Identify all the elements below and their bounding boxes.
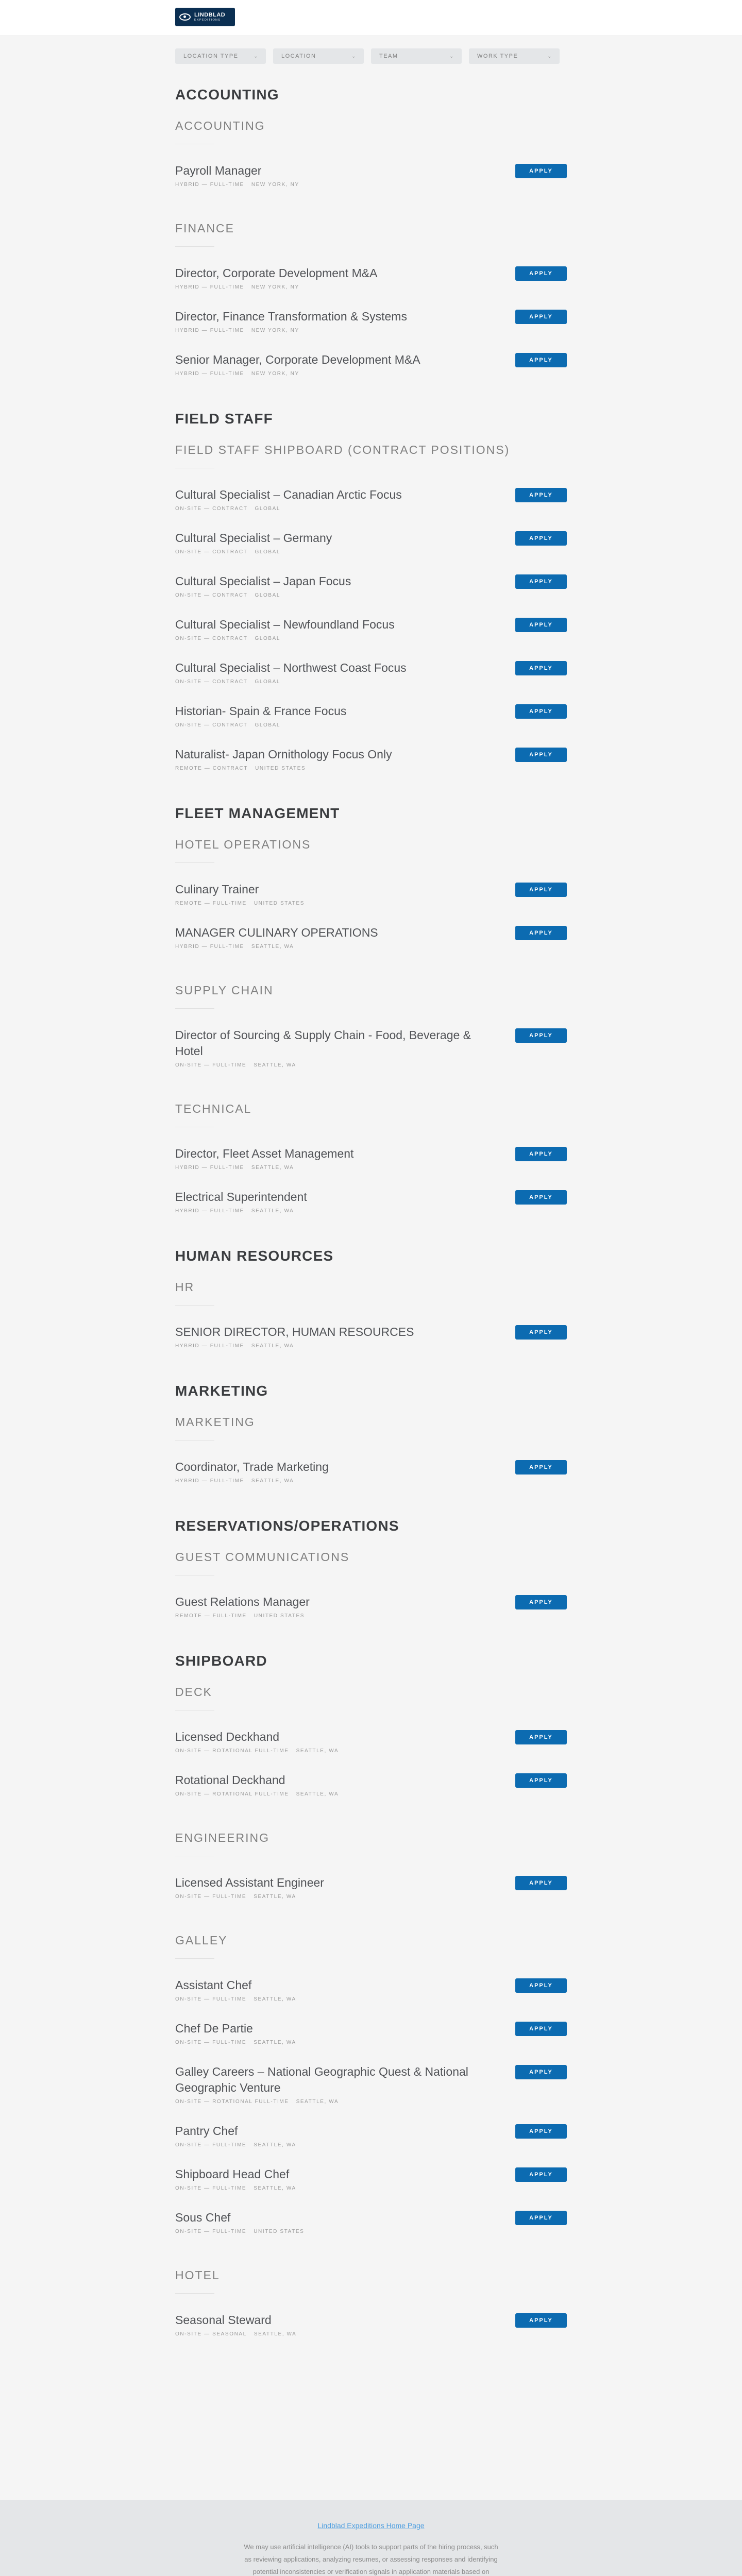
job-title[interactable]: Pantry Chef: [175, 2124, 238, 2138]
job-work-type: ON-SITE — FULL-TIME: [175, 1996, 247, 2003]
job-meta: [175, 1208, 567, 1214]
team-heading: HR: [175, 1280, 195, 1294]
job-work-type: ON-SITE — ROTATIONAL FULL-TIME: [175, 2099, 289, 2105]
job-work-type: ON-SITE — CONTRACT: [175, 592, 248, 599]
job-location: UNITED STATES: [254, 901, 305, 907]
apply-button[interactable]: APPLY: [515, 2211, 567, 2225]
job-posting[interactable]: [175, 2312, 567, 2337]
team-heading: FIELD STAFF SHIPBOARD (CONTRACT POSITIONS): [175, 443, 510, 456]
job-location: SEATTLE, WA: [254, 2185, 296, 2192]
job-meta: [175, 901, 567, 906]
job-location: SEATTLE, WA: [254, 1996, 296, 2003]
apply-button[interactable]: APPLY: [515, 310, 567, 324]
job-posting[interactable]: [175, 265, 567, 290]
job-meta: [175, 2331, 567, 2337]
job-posting[interactable]: [175, 2210, 567, 2234]
chevron-down-icon: ⌄: [449, 53, 454, 59]
apply-button[interactable]: APPLY: [515, 1190, 567, 1205]
job-posting[interactable]: [175, 1146, 567, 1171]
job-posting[interactable]: [175, 1594, 567, 1619]
job-title[interactable]: Sous Chef: [175, 2211, 231, 2224]
department-heading: ACCOUNTING: [175, 87, 279, 103]
job-posting[interactable]: [175, 747, 567, 771]
job-location: NEW YORK, NY: [251, 328, 299, 334]
job-title[interactable]: Culinary Trainer: [175, 883, 259, 896]
apply-button[interactable]: APPLY: [515, 926, 567, 940]
job-meta: [175, 549, 567, 555]
apply-button[interactable]: APPLY: [515, 1773, 567, 1788]
job-title[interactable]: Director, Finance Transformation & Systems: [175, 310, 407, 323]
job-work-type: ON-SITE — FULL-TIME: [175, 2142, 247, 2148]
job-meta: [175, 1062, 567, 1068]
footer: [0, 2500, 742, 2576]
job-location: UNITED STATES: [254, 2229, 305, 2235]
job-posting[interactable]: [175, 573, 567, 598]
job-title[interactable]: Electrical Superintendent: [175, 1190, 307, 1204]
job-location: GLOBAL: [255, 679, 281, 685]
job-title[interactable]: Chef De Partie: [175, 2022, 253, 2035]
job-meta: [175, 1791, 567, 1797]
job-title[interactable]: Director, Corporate Development M&A: [175, 266, 378, 280]
job-work-type: ON-SITE — ROTATIONAL FULL-TIME: [175, 1748, 289, 1754]
job-work-type: REMOTE — FULL-TIME: [175, 1613, 247, 1619]
job-title[interactable]: Naturalist- Japan Ornithology Focus Only: [175, 748, 392, 761]
job-title[interactable]: Licensed Deckhand: [175, 1730, 280, 1743]
department-heading: RESERVATIONS/OPERATIONS: [175, 1518, 399, 1534]
job-posting[interactable]: [175, 1189, 567, 1214]
job-work-type: ON-SITE — FULL-TIME: [175, 1894, 247, 1900]
job-location: SEATTLE, WA: [296, 1791, 339, 1798]
apply-button[interactable]: APPLY: [515, 488, 567, 502]
job-work-type: ON-SITE — CONTRACT: [175, 636, 248, 642]
job-meta: [175, 766, 567, 771]
job-title[interactable]: Licensed Assistant Engineer: [175, 1876, 324, 1889]
job-location: NEW YORK, NY: [251, 284, 299, 291]
job-location: GLOBAL: [255, 636, 281, 642]
job-location: SEATTLE, WA: [251, 1343, 294, 1349]
job-posting[interactable]: [175, 309, 567, 333]
job-location: SEATTLE, WA: [296, 2099, 339, 2105]
job-posting[interactable]: [175, 1977, 567, 2002]
job-meta: [175, 2040, 567, 2045]
job-meta: [175, 592, 567, 598]
job-posting[interactable]: [175, 617, 567, 641]
job-meta: [175, 371, 567, 377]
logo-line-1: LINDBLAD: [194, 11, 226, 18]
job-posting[interactable]: [175, 163, 567, 188]
apply-button[interactable]: APPLY: [515, 748, 567, 762]
apply-button[interactable]: APPLY: [515, 1147, 567, 1161]
job-title[interactable]: Seasonal Steward: [175, 2313, 272, 2327]
team-divider: [175, 246, 214, 247]
filter-work-type[interactable]: [469, 48, 560, 64]
eye-logo-icon: [179, 13, 191, 21]
team-heading: SUPPLY CHAIN: [175, 984, 274, 997]
job-posting[interactable]: [175, 703, 567, 728]
team-heading: HOTEL OPERATIONS: [175, 838, 311, 851]
job-title[interactable]: Guest Relations Manager: [175, 1595, 310, 1608]
apply-button[interactable]: APPLY: [515, 1595, 567, 1609]
job-work-type: HYBRID — FULL-TIME: [175, 371, 244, 377]
filter-bar: [175, 48, 560, 64]
job-meta: [175, 506, 567, 512]
job-title[interactable]: Cultural Specialist – Canadian Arctic Focus: [175, 488, 402, 501]
job-meta: [175, 1613, 567, 1619]
job-work-type: ON-SITE — CONTRACT: [175, 722, 248, 728]
job-location: SEATTLE, WA: [251, 1165, 294, 1171]
job-location: SEATTLE, WA: [251, 1208, 294, 1214]
job-work-type: HYBRID — FULL-TIME: [175, 1165, 244, 1171]
apply-button[interactable]: APPLY: [515, 704, 567, 719]
apply-button[interactable]: APPLY: [515, 2167, 567, 2182]
job-location: UNITED STATES: [255, 766, 306, 772]
department-heading: FIELD STAFF: [175, 411, 273, 427]
job-title[interactable]: Cultural Specialist – Japan Focus: [175, 574, 351, 588]
filter-location[interactable]: [273, 48, 364, 64]
apply-button[interactable]: APPLY: [515, 266, 567, 281]
job-posting[interactable]: [175, 1027, 567, 1068]
job-meta: [175, 2185, 567, 2191]
job-location: NEW YORK, NY: [251, 182, 299, 188]
job-posting[interactable]: [175, 2021, 567, 2045]
job-work-type: HYBRID — FULL-TIME: [175, 182, 244, 188]
filter-team[interactable]: [371, 48, 462, 64]
job-title[interactable]: Historian- Spain & France Focus: [175, 704, 347, 718]
job-title[interactable]: Payroll Manager: [175, 164, 262, 177]
job-meta: [175, 1343, 567, 1349]
job-location: GLOBAL: [255, 592, 281, 599]
job-posting[interactable]: [175, 1772, 567, 1797]
job-posting[interactable]: [175, 2064, 567, 2105]
department-heading: HUMAN RESOURCES: [175, 1248, 334, 1264]
job-posting[interactable]: [175, 487, 567, 512]
filter-label: TEAM: [379, 53, 398, 59]
job-posting[interactable]: [175, 2123, 567, 2148]
job-posting[interactable]: [175, 925, 567, 950]
job-meta: [175, 679, 567, 685]
job-meta: [175, 1165, 567, 1171]
job-meta: [175, 2142, 567, 2148]
job-location: SEATTLE, WA: [254, 1894, 296, 1900]
logo-line-2: EXPEDITIONS: [194, 18, 221, 22]
job-title[interactable]: MANAGER CULINARY OPERATIONS: [175, 926, 378, 939]
job-posting[interactable]: [175, 352, 567, 377]
job-meta: [175, 328, 567, 333]
apply-button[interactable]: APPLY: [515, 1325, 567, 1340]
team-heading: GUEST COMMUNICATIONS: [175, 1550, 350, 1564]
job-work-type: ON-SITE — FULL-TIME: [175, 2040, 247, 2046]
job-location: SEATTLE, WA: [254, 2142, 296, 2148]
job-work-type: ON-SITE — FULL-TIME: [175, 2229, 247, 2235]
job-work-type: ON-SITE — ROTATIONAL FULL-TIME: [175, 1791, 289, 1798]
job-title[interactable]: Director of Sourcing & Supply Chain - Food, Beverage & Hotel: [175, 1028, 471, 1058]
job-work-type: HYBRID — FULL-TIME: [175, 1208, 244, 1214]
job-title[interactable]: Senior Manager, Corporate Development M&A: [175, 353, 420, 366]
team-heading: ACCOUNTING: [175, 119, 265, 132]
home-page-link[interactable]: Lindblad Expeditions Home Page: [317, 2521, 425, 2530]
team-divider: [175, 1958, 214, 1959]
team-divider: [175, 862, 214, 863]
team-heading: MARKETING: [175, 1415, 255, 1429]
apply-button[interactable]: APPLY: [515, 618, 567, 632]
job-location: SEATTLE, WA: [254, 2331, 297, 2337]
department-heading: SHIPBOARD: [175, 1653, 267, 1669]
apply-button[interactable]: APPLY: [515, 531, 567, 546]
job-meta: [175, 182, 567, 188]
apply-button[interactable]: APPLY: [515, 2313, 567, 2328]
chevron-down-icon: ⌄: [254, 53, 259, 59]
job-title[interactable]: Cultural Specialist – Northwest Coast Focus: [175, 661, 407, 674]
team-heading: DECK: [175, 1685, 212, 1699]
job-posting[interactable]: [175, 2166, 567, 2191]
job-meta: [175, 2099, 567, 2105]
ai-notice: We may use artificial intelligence (AI) tools to support parts of the hiring process, such as reviewing applications, analyzing resumes, or assessing responses and identifying potential inconsistencies or verification signals in application materials based on: [244, 2543, 498, 2575]
job-location: UNITED STATES: [254, 1613, 305, 1619]
job-location: NEW YORK, NY: [251, 371, 299, 377]
job-meta: [175, 1996, 567, 2002]
job-work-type: REMOTE — FULL-TIME: [175, 901, 247, 907]
apply-button[interactable]: APPLY: [515, 2124, 567, 2139]
apply-button[interactable]: APPLY: [515, 574, 567, 589]
job-meta: [175, 636, 567, 641]
job-title[interactable]: Director, Fleet Asset Management: [175, 1147, 354, 1160]
apply-button[interactable]: APPLY: [515, 164, 567, 178]
job-work-type: HYBRID — FULL-TIME: [175, 1478, 244, 1484]
chevron-down-icon: ⌄: [547, 53, 552, 59]
apply-button[interactable]: APPLY: [515, 1978, 567, 1993]
team-heading: TECHNICAL: [175, 1102, 252, 1115]
job-work-type: HYBRID — FULL-TIME: [175, 328, 244, 334]
apply-button[interactable]: APPLY: [515, 1876, 567, 1890]
job-meta: [175, 2229, 567, 2234]
job-work-type: ON-SITE — FULL-TIME: [175, 1062, 247, 1069]
job-work-type: ON-SITE — SEASONAL: [175, 2331, 247, 2337]
company-logo[interactable]: [175, 8, 235, 26]
job-work-type: HYBRID — FULL-TIME: [175, 1343, 244, 1349]
team-divider: [175, 1008, 214, 1009]
team-heading: HOTEL: [175, 2268, 220, 2282]
job-location: GLOBAL: [255, 722, 281, 728]
team-heading: GALLEY: [175, 1934, 228, 1947]
job-work-type: ON-SITE — CONTRACT: [175, 679, 248, 685]
job-work-type: REMOTE — CONTRACT: [175, 766, 248, 772]
filter-label: WORK TYPE: [477, 53, 518, 59]
job-title[interactable]: Shipboard Head Chef: [175, 2167, 290, 2181]
job-work-type: HYBRID — FULL-TIME: [175, 284, 244, 291]
job-posting[interactable]: [175, 882, 567, 906]
job-location: SEATTLE, WA: [251, 1478, 294, 1484]
job-location: SEATTLE, WA: [254, 1062, 296, 1069]
job-title[interactable]: Galley Careers – National Geographic Quest & National Geographic Venture: [175, 2065, 468, 2095]
apply-button[interactable]: APPLY: [515, 661, 567, 675]
job-work-type: HYBRID — FULL-TIME: [175, 944, 244, 950]
department-heading: FLEET MANAGEMENT: [175, 805, 340, 821]
team-divider: [175, 2293, 214, 2294]
job-posting[interactable]: [175, 1875, 567, 1900]
top-bar: [0, 0, 742, 36]
job-location: SEATTLE, WA: [296, 1748, 339, 1754]
job-title[interactable]: Cultural Specialist – Newfoundland Focus: [175, 618, 395, 631]
job-title[interactable]: Cultural Specialist – Germany: [175, 531, 332, 545]
filter-label: LOCATION: [281, 53, 316, 59]
job-meta: [175, 1478, 567, 1484]
apply-button[interactable]: APPLY: [515, 1028, 567, 1043]
job-work-type: ON-SITE — CONTRACT: [175, 506, 248, 512]
apply-button[interactable]: APPLY: [515, 353, 567, 367]
job-meta: [175, 944, 567, 950]
team-heading: ENGINEERING: [175, 1831, 270, 1844]
job-title[interactable]: Coordinator, Trade Marketing: [175, 1460, 329, 1473]
filter-label: LOCATION TYPE: [183, 53, 239, 59]
team-heading: FINANCE: [175, 222, 234, 235]
apply-button[interactable]: APPLY: [515, 883, 567, 897]
job-location: SEATTLE, WA: [254, 2040, 296, 2046]
team-divider: [175, 1305, 214, 1306]
apply-button[interactable]: APPLY: [515, 1460, 567, 1475]
job-work-type: ON-SITE — FULL-TIME: [175, 2185, 247, 2192]
job-location: SEATTLE, WA: [251, 944, 294, 950]
job-meta: [175, 1894, 567, 1900]
apply-button[interactable]: APPLY: [515, 2022, 567, 2036]
apply-button[interactable]: APPLY: [515, 2065, 567, 2079]
job-meta: [175, 722, 567, 728]
job-posting[interactable]: [175, 660, 567, 685]
job-title[interactable]: Rotational Deckhand: [175, 1773, 285, 1787]
job-posting[interactable]: [175, 1324, 567, 1349]
job-title[interactable]: Assistant Chef: [175, 1978, 252, 1992]
department-heading: MARKETING: [175, 1383, 268, 1399]
job-posting[interactable]: [175, 1729, 567, 1754]
job-location: GLOBAL: [255, 506, 281, 512]
apply-button[interactable]: APPLY: [515, 1730, 567, 1744]
job-title[interactable]: SENIOR DIRECTOR, HUMAN RESOURCES: [175, 1325, 414, 1338]
job-posting[interactable]: [175, 530, 567, 555]
job-meta: [175, 1748, 567, 1754]
job-location: GLOBAL: [255, 549, 281, 555]
chevron-down-icon: ⌄: [351, 53, 357, 59]
job-meta: [175, 284, 567, 290]
job-posting[interactable]: [175, 1459, 567, 1484]
job-work-type: ON-SITE — CONTRACT: [175, 549, 248, 555]
filter-location-type[interactable]: [175, 48, 266, 64]
